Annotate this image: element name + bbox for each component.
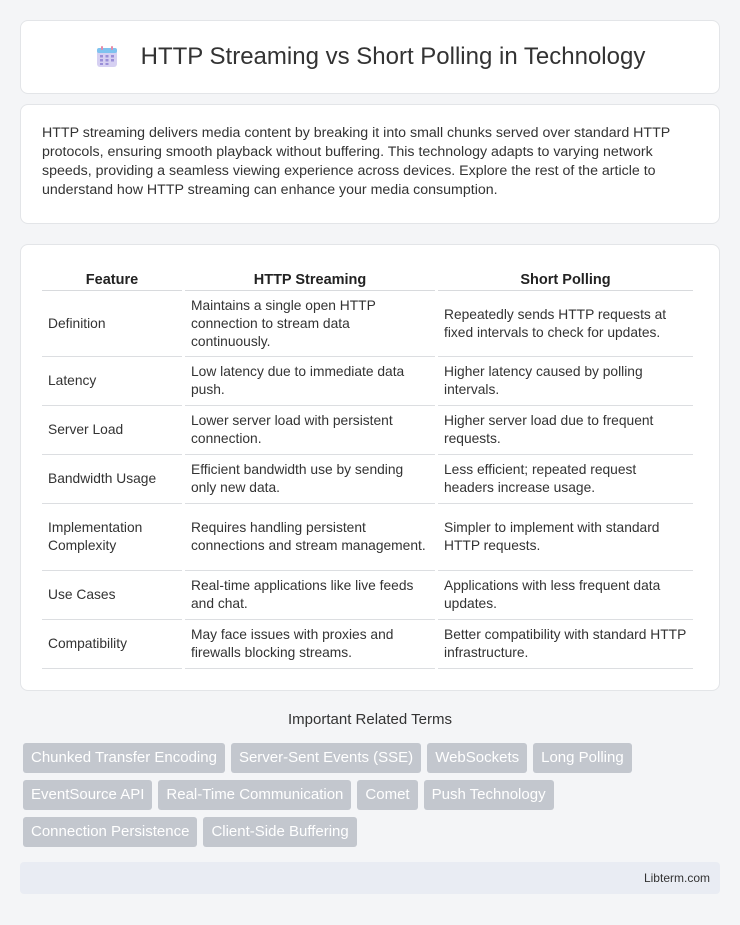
table-header-row <box>42 265 693 291</box>
http-streaming-cell: Real-time applications like live feeds and chat. <box>185 571 435 620</box>
comparison-table <box>39 265 696 669</box>
term-tag[interactable]: Connection Persistence <box>23 817 197 847</box>
table-row <box>42 406 693 455</box>
related-terms-list <box>23 743 713 847</box>
feature-cell: Server Load <box>42 406 182 455</box>
intro-text: HTTP streaming delivers media content by breaking it into small chunks served over standard HTTP protocols, ensuring smooth playback without buffering. This technology adapts to varying network speeds, providing a seamless viewing experience across devices. Explore the rest of the article to understand how HTTP streaming can enhance your media consumption. <box>42 125 670 198</box>
http-streaming-cell: Lower server load with persistent connection. <box>185 406 435 455</box>
footer <box>20 862 720 894</box>
intro-card <box>20 104 720 224</box>
feature-cell: Compatibility <box>42 620 182 669</box>
footer-brand-link[interactable]: Libterm.com <box>643 871 710 885</box>
column-header-http-streaming: HTTP Streaming <box>185 265 435 291</box>
short-polling-cell: Better compatibility with standard HTTP infrastructure. <box>438 620 693 669</box>
table-row <box>42 620 693 669</box>
short-polling-cell: Repeatedly sends HTTP requests at fixed intervals to check for updates. <box>438 291 693 357</box>
short-polling-cell: Higher latency caused by polling intervals. <box>438 357 693 406</box>
related-terms-heading: Important Related Terms <box>288 711 452 728</box>
term-tag[interactable]: WebSockets <box>427 743 527 773</box>
term-tag[interactable]: Server-Sent Events (SSE) <box>231 743 421 773</box>
column-header-feature: Feature <box>42 265 182 291</box>
feature-cell: Bandwidth Usage <box>42 455 182 504</box>
feature-cell: Implementation Complexity <box>42 504 182 571</box>
table-row <box>42 291 693 357</box>
page-title: HTTP Streaming vs Short Polling in Technology <box>140 43 646 70</box>
short-polling-cell: Applications with less frequent data updates. <box>438 571 693 620</box>
http-streaming-cell: May face issues with proxies and firewalls blocking streams. <box>185 620 435 669</box>
term-tag[interactable]: Real-Time Communication <box>158 780 351 810</box>
feature-cell: Definition <box>42 291 182 357</box>
table-row <box>42 571 693 620</box>
short-polling-cell: Simpler to implement with standard HTTP requests. <box>438 504 693 571</box>
http-streaming-cell: Efficient bandwidth use by sending only new data. <box>185 455 435 504</box>
short-polling-cell: Less efficient; repeated request headers increase usage. <box>438 455 693 504</box>
table-row <box>42 357 693 406</box>
table-row <box>42 455 693 504</box>
term-tag[interactable]: EventSource API <box>23 780 152 810</box>
term-tag[interactable]: Push Technology <box>424 780 554 810</box>
calendar-grid-icon <box>95 45 119 69</box>
http-streaming-cell: Requires handling persistent connections and stream management. <box>185 504 435 571</box>
feature-cell: Use Cases <box>42 571 182 620</box>
feature-cell: Latency <box>42 357 182 406</box>
table-row <box>42 504 693 571</box>
term-tag[interactable]: Client-Side Buffering <box>203 817 356 847</box>
column-header-short-polling: Short Polling <box>438 265 693 291</box>
http-streaming-cell: Low latency due to immediate data push. <box>185 357 435 406</box>
comparison-card <box>20 244 720 691</box>
term-tag[interactable]: Chunked Transfer Encoding <box>23 743 225 773</box>
http-streaming-cell: Maintains a single open HTTP connection to stream data continuously. <box>185 291 435 357</box>
short-polling-cell: Higher server load due to frequent requests. <box>438 406 693 455</box>
title-card <box>20 20 720 94</box>
term-tag[interactable]: Long Polling <box>533 743 632 773</box>
term-tag[interactable]: Comet <box>357 780 417 810</box>
